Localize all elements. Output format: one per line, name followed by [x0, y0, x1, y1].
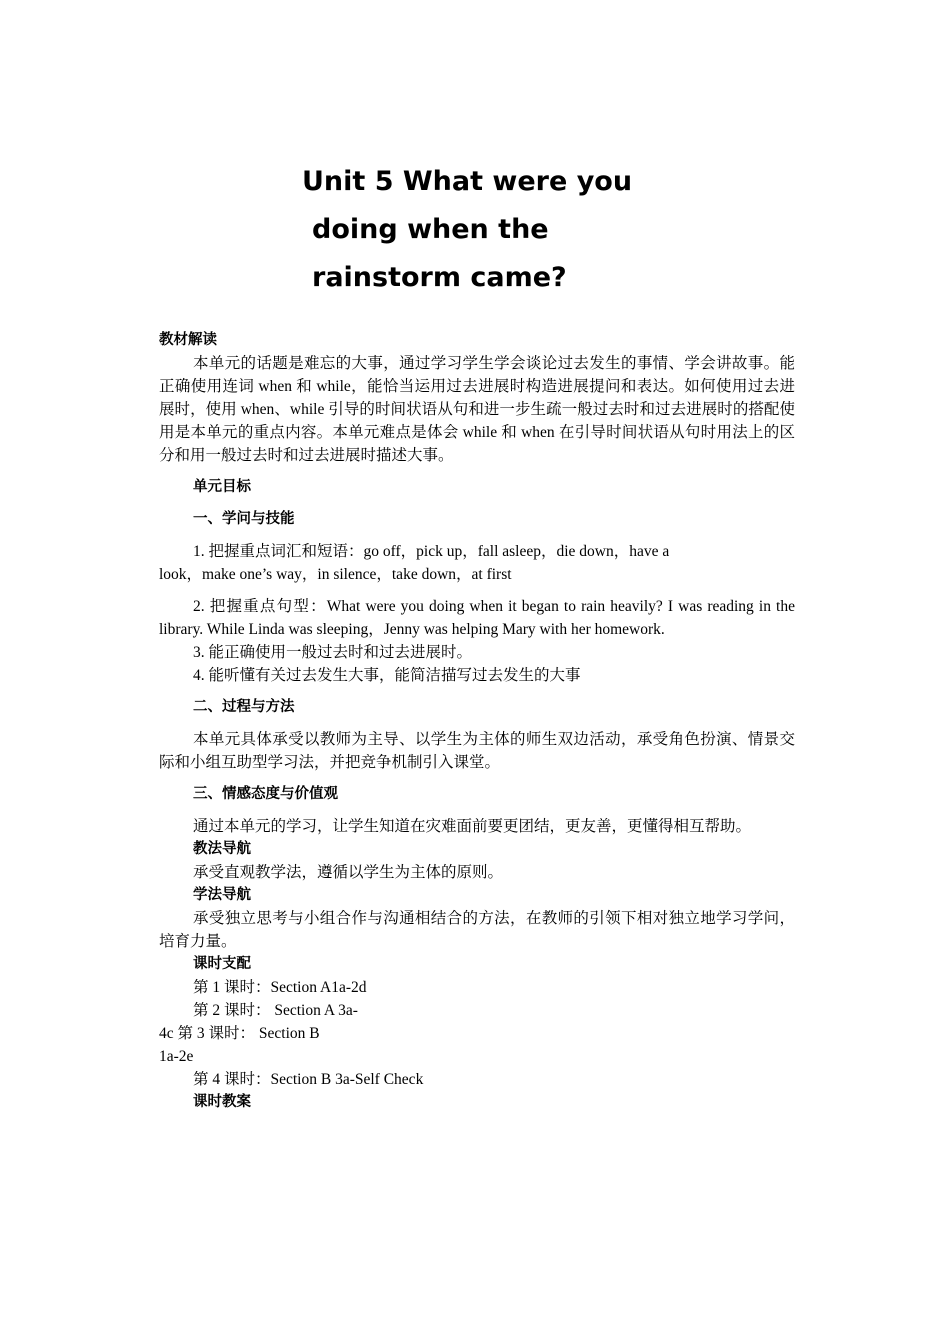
document-title	[302, 158, 662, 302]
section-heading-process: 二、过程与方法	[193, 699, 295, 715]
section-heading-emotion: 三、情感态度与价值观	[193, 786, 338, 802]
section-heading-mubiao: 单元目标	[193, 479, 251, 495]
title-line-2: doing when the	[312, 214, 549, 245]
document-body	[159, 329, 795, 1114]
teach-paragraph: 承受直观教学法，遵循以学生为主体的原则。	[193, 864, 504, 881]
section-heading-plan: 课时教案	[193, 1094, 251, 1110]
learn-paragraph: 承受独立思考与小组合作与沟通相结合的方法，在教师的引领下相对独立地学习学问，培育力量。	[159, 910, 795, 950]
lesson-item-3: 4c 第 3 课时： Section B	[159, 1025, 320, 1042]
skill-item-4: 4. 能听懂有关过去发生大事，能简洁描写过去发生的大事	[193, 667, 581, 684]
section-heading-teach: 教法导航	[193, 841, 251, 857]
process-paragraph: 本单元具体承受以教师为主导、以学生为主体的师生双边活动，承受角色扮演、情景交际和小组互助型学习法，并把竞争机制引入课堂。	[159, 731, 795, 771]
jiaocai-paragraph: 本单元的话题是难忘的大事，通过学习学生学会谈论过去发生的事情、学会讲故事。能正确使用连词 when 和 while，能恰当运用过去进展时构造进展提问和表达。如何使用过去进展时，使用 when、while 引导的时间状语从句和进一步生疏一般过去时和过去进展时的搭配使用是本单元的重点内容。本单元难点是体会 while 和 when 在引导时间状语从句时用法上的区分和用一般过去时和过去进展时描述大事。	[159, 355, 795, 464]
emotion-paragraph: 通过本单元的学习，让学生知道在灾难面前要更团结，更友善，更懂得相互帮助。	[193, 818, 752, 835]
lesson-item-1: 第 1 课时：Section A1a-2d	[193, 979, 367, 996]
section-heading-skills: 一、学问与技能	[193, 511, 295, 527]
skill-item-1a: 1. 把握重点词汇和短语：go off，pick up，fall asleep，die down，have a	[193, 543, 670, 560]
title-line-1: Unit 5 What were you	[302, 166, 633, 197]
lesson-item-4: 1a-2e	[159, 1048, 194, 1065]
section-heading-schedule: 课时支配	[193, 956, 251, 972]
skill-item-1b: look，make one’s way，in silence，take down，at first	[159, 566, 512, 583]
skill-item-3: 3. 能正确使用一般过去时和过去进展时。	[193, 644, 473, 661]
section-heading-jiaocai: 教材解读	[159, 332, 217, 348]
title-line-3: rainstorm came?	[312, 262, 567, 293]
lesson-item-5: 第 4 课时：Section B 3a-Self Check	[193, 1071, 424, 1088]
skill-item-2: 2. 把握重点句型：What were you doing when it began to rain heavily? I was reading in the library. While Linda was sleeping，Jenny was helping Mary with her homework.	[159, 598, 795, 638]
section-heading-learn: 学法导航	[193, 887, 251, 903]
lesson-item-2: 第 2 课时： Section A 3a-	[193, 1002, 358, 1019]
